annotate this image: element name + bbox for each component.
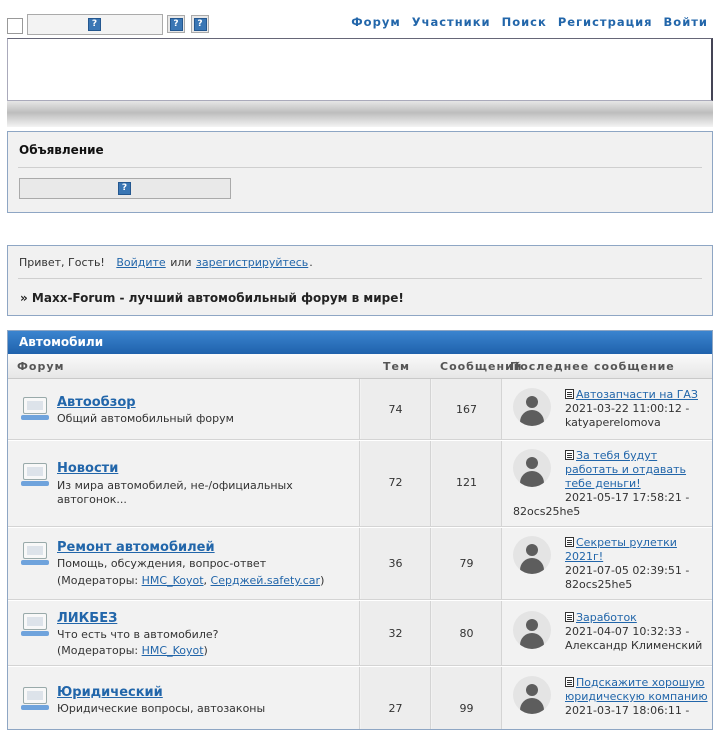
question-mark-icon: ? bbox=[88, 18, 101, 31]
last-post-info bbox=[565, 449, 695, 505]
question-mark-icon: ? bbox=[118, 182, 131, 195]
last-post-date: 2021-04-07 10:32:33 - bbox=[565, 625, 690, 638]
forum-row bbox=[8, 667, 712, 730]
divider bbox=[18, 278, 702, 279]
announcement-title: Объявление bbox=[19, 143, 104, 157]
nav-members-link[interactable]: Участники bbox=[411, 15, 491, 29]
nav-register-link[interactable]: Регистрация bbox=[557, 15, 653, 29]
forum-motto: » Maxx-Forum - лучший автомобильный форум в мире! bbox=[20, 291, 404, 305]
forum-description: Что есть что в автомобиле? bbox=[57, 628, 219, 641]
forum-row bbox=[8, 528, 712, 600]
last-post-info bbox=[565, 536, 690, 592]
last-post-info bbox=[565, 676, 710, 718]
document-icon bbox=[565, 389, 574, 399]
category-title[interactable]: Автомобили bbox=[8, 331, 712, 354]
moderator-link[interactable]: Серджей.safety.car bbox=[210, 574, 321, 587]
user-silhouette-icon bbox=[513, 676, 551, 714]
nav-search-link[interactable]: Поиск bbox=[501, 15, 547, 29]
forum-description: Из мира автомобилей, не-/официальных автогонок... bbox=[57, 479, 293, 506]
category-table bbox=[7, 330, 713, 730]
moderator-link[interactable]: HMC_Koyot bbox=[141, 574, 204, 587]
post-count: 80 bbox=[459, 627, 474, 640]
last-post-date: 2021-03-22 11:00:12 - bbox=[565, 402, 690, 415]
last-post-date: 2021-07-05 02:39:51 - bbox=[565, 564, 690, 577]
last-post-user: Александр Клименский bbox=[565, 639, 703, 652]
question-mark-icon: ? bbox=[170, 18, 183, 31]
last-post-link[interactable]: Подскажите хорошую юридическую компанию bbox=[565, 676, 708, 703]
last-post-user: 82ocs25he5 bbox=[513, 505, 581, 518]
period-text: . bbox=[309, 256, 313, 269]
forum-title-link[interactable]: ЛИКБЕЗ bbox=[57, 611, 118, 626]
monitor-icon bbox=[21, 687, 49, 711]
forum-title-link[interactable]: Новости bbox=[57, 461, 119, 476]
user-silhouette-icon bbox=[513, 388, 551, 426]
document-icon bbox=[565, 677, 574, 687]
post-count: 79 bbox=[459, 557, 474, 570]
last-post-user: katyaperelomova bbox=[565, 416, 661, 429]
monitor-icon bbox=[21, 397, 49, 421]
announcement-broken-image bbox=[19, 178, 231, 199]
post-count: 167 bbox=[456, 403, 477, 416]
nav-login-link[interactable]: Войти bbox=[663, 15, 708, 29]
question-mark-icon: ? bbox=[194, 18, 207, 31]
column-header-last-post: Последнее сообщение bbox=[510, 360, 675, 373]
document-icon bbox=[565, 612, 574, 622]
document-icon bbox=[565, 537, 574, 547]
forum-title-link[interactable]: Ремонт автомобилей bbox=[57, 540, 215, 555]
monitor-icon bbox=[21, 542, 49, 566]
column-header-topics: Тем bbox=[383, 360, 410, 373]
forum-row bbox=[8, 441, 712, 527]
post-count: 99 bbox=[459, 702, 474, 715]
last-post-date: 2021-05-17 17:58:21 - bbox=[565, 491, 690, 504]
moderator-link[interactable]: HMC_Koyot bbox=[141, 644, 204, 657]
forum-description: Юридические вопросы, автозаконы bbox=[57, 702, 266, 715]
last-post-link[interactable]: Автозапчасти на ГАЗ bbox=[576, 388, 698, 401]
topic-count: 27 bbox=[388, 702, 403, 715]
greeting-text: Привет, Гость! bbox=[19, 256, 105, 269]
user-silhouette-icon bbox=[513, 611, 551, 649]
welcome-panel bbox=[7, 245, 713, 316]
last-post-user: 82ocs25he5 bbox=[565, 578, 633, 591]
banner-shadow bbox=[7, 101, 713, 127]
forum-description: Общий автомобильный форум bbox=[57, 412, 234, 425]
register-link[interactable]: зарегистрируйтесь bbox=[196, 256, 309, 269]
moderators-label: (Модераторы: bbox=[57, 644, 139, 657]
monitor-icon bbox=[21, 463, 49, 487]
top-image-button-2[interactable] bbox=[191, 15, 209, 33]
top-image-button-1[interactable] bbox=[167, 15, 185, 33]
nav-forum-link[interactable]: Форум bbox=[351, 15, 401, 29]
column-headers bbox=[8, 354, 712, 379]
moderators: (Модераторы: HMC_Koyot, Серджей.safety.car) bbox=[57, 574, 325, 587]
topic-count: 74 bbox=[388, 403, 403, 416]
last-post-link[interactable]: Секреты рулетки 2021г! bbox=[565, 536, 677, 563]
post-count: 121 bbox=[456, 476, 477, 489]
top-navigation bbox=[351, 15, 708, 29]
forum-title-link[interactable]: Автообзор bbox=[57, 395, 136, 410]
forum-description: Помощь, обсуждения, вопрос-ответ bbox=[57, 557, 267, 570]
top-broken-image-box bbox=[27, 14, 163, 35]
moderators: (Модераторы: HMC_Koyot) bbox=[57, 644, 208, 657]
document-icon bbox=[565, 450, 574, 460]
column-header-forum: Форум bbox=[17, 360, 65, 373]
user-silhouette-icon bbox=[513, 449, 551, 487]
forum-row bbox=[8, 379, 712, 440]
top-checkbox[interactable] bbox=[7, 18, 23, 34]
last-post-info bbox=[565, 388, 710, 430]
topic-count: 32 bbox=[388, 627, 403, 640]
last-post-link[interactable]: Заработок bbox=[576, 611, 637, 624]
monitor-icon bbox=[21, 613, 49, 637]
forum-row bbox=[8, 601, 712, 666]
last-post-info bbox=[565, 611, 710, 653]
moderators-label: (Модераторы: bbox=[57, 574, 139, 587]
announcement-panel bbox=[7, 131, 713, 213]
header-banner bbox=[7, 38, 713, 101]
login-link[interactable]: Войдите bbox=[116, 256, 166, 269]
forum-title-link[interactable]: Юридический bbox=[57, 685, 163, 700]
divider bbox=[18, 167, 702, 168]
welcome-line bbox=[19, 256, 313, 269]
column-header-posts: Сообщений bbox=[440, 360, 523, 373]
last-post-link[interactable]: За тебя будут работать и отдавать тебе деньги! bbox=[565, 449, 687, 490]
topic-count: 36 bbox=[388, 557, 403, 570]
user-silhouette-icon bbox=[513, 536, 551, 574]
topic-count: 72 bbox=[388, 476, 403, 489]
or-text: или bbox=[170, 256, 192, 269]
last-post-date: 2021-03-17 18:06:11 - bbox=[565, 704, 690, 717]
